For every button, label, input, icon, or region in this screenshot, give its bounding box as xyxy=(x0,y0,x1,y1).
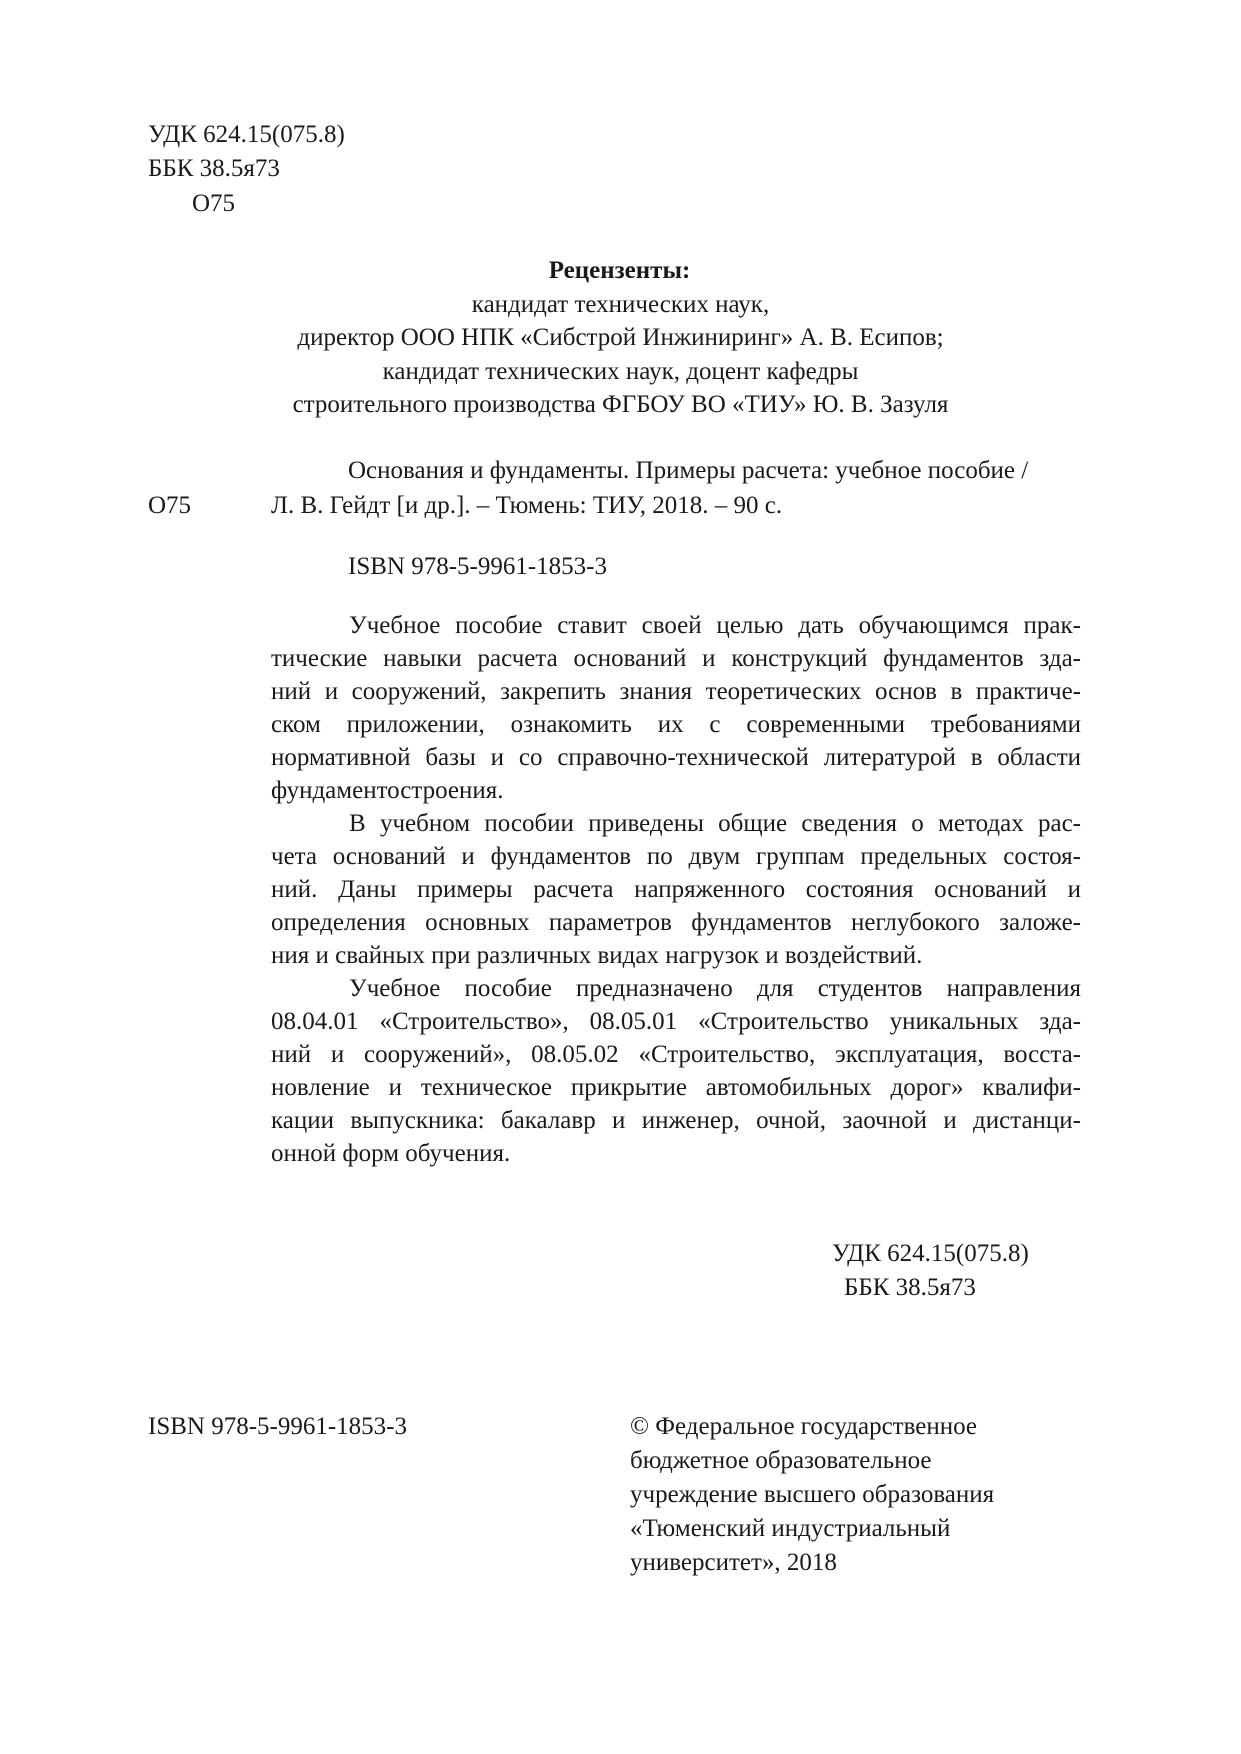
classification-udk: УДК 624.15(075.8) xyxy=(832,1240,1029,1267)
abstract-line: ния и свайных при различных видах нагрузок и воздействий. xyxy=(271,942,923,969)
reviewers-title: Рецензенты: xyxy=(548,257,691,284)
abstract-line: нормативной базы и со справочно-технической литературой в области xyxy=(271,744,1081,771)
citation-line2: Л. В. Гейдт [и др.]. – Тюмень: ТИУ, 2018. – 90 с. xyxy=(271,492,783,519)
abstract-line: ний и сооружений», 08.05.02 «Строительство, эксплуатация, восста- xyxy=(271,1041,1081,1068)
citation-isbn: ISBN 978-5-9961-1853-3 xyxy=(348,553,608,580)
reviewers-line: директор ООО НПК «Сибстрой Инжиниринг» А. В. Есипов; xyxy=(297,324,944,351)
reviewers-line: строительного производства ФГБОУ ВО «ТИУ» Ю. В. Зазуля xyxy=(292,391,949,418)
abstract-line: ний. Даны примеры расчета напряженного состояния оснований и xyxy=(271,876,1081,903)
copyright-line: бюджетное образовательное xyxy=(630,1447,932,1474)
abstract-paragraph-3 xyxy=(271,972,1081,1170)
abstract-line: Учебное пособие ставит своей целью дать обучающимся прак- xyxy=(349,612,1081,639)
copyright-line: © Федеральное государственное xyxy=(630,1413,977,1440)
header-udk: УДК 624.15(075.8) xyxy=(148,121,345,148)
citation-code: О75 xyxy=(148,492,192,519)
reviewers-line: кандидат технических наук, доцент кафедры xyxy=(382,358,859,385)
reviewers-line: кандидат технических наук, xyxy=(471,291,770,318)
copyright-line: университет», 2018 xyxy=(630,1549,837,1576)
abstract-line: новление и техническое прикрытие автомобильных дорог» квалифи- xyxy=(271,1074,1081,1101)
footer-isbn: ISBN 978-5-9961-1853-3 xyxy=(148,1413,408,1440)
abstract-line: чета оснований и фундаментов по двум группам предельных состоя- xyxy=(271,843,1081,870)
abstract-line: фундаментостроения. xyxy=(271,777,504,804)
classification-bbk: ББК 38.5я73 xyxy=(844,1274,976,1301)
copyright-line: «Тюменский индустриальный xyxy=(630,1515,951,1542)
header-bbk: ББК 38.5я73 xyxy=(148,155,280,182)
abstract-line: ском приложении, ознакомить их с современными требованиями xyxy=(271,711,1081,738)
citation-line1: Основания и фундаменты. Примеры расчета: учебное пособие / xyxy=(348,457,1029,484)
abstract-line: определения основных параметров фундаментов неглубокого заложе- xyxy=(271,909,1081,936)
abstract-line: В учебном пособии приведены общие сведения о методах рас- xyxy=(349,810,1081,837)
abstract-line: ний и сооружений, закрепить знания теоретических основ в практиче- xyxy=(271,678,1081,705)
abstract-line: 08.04.01 «Строительство», 08.05.01 «Строительство уникальных зда- xyxy=(271,1008,1081,1035)
abstract-line: Учебное пособие предназначено для студентов направления xyxy=(349,975,1081,1002)
copyright-line: учреждение высшего образования xyxy=(630,1481,995,1508)
abstract-line: онной форм обучения. xyxy=(271,1140,511,1167)
header-code: О75 xyxy=(192,190,236,217)
abstract-paragraph-1 xyxy=(271,609,1081,807)
abstract-line: кации выпускника: бакалавр и инженер, очной, заочной и дистанци- xyxy=(271,1107,1081,1134)
abstract-paragraph-2 xyxy=(271,807,1081,972)
abstract-line: тические навыки расчета оснований и конструкций фундаментов зда- xyxy=(271,645,1081,672)
